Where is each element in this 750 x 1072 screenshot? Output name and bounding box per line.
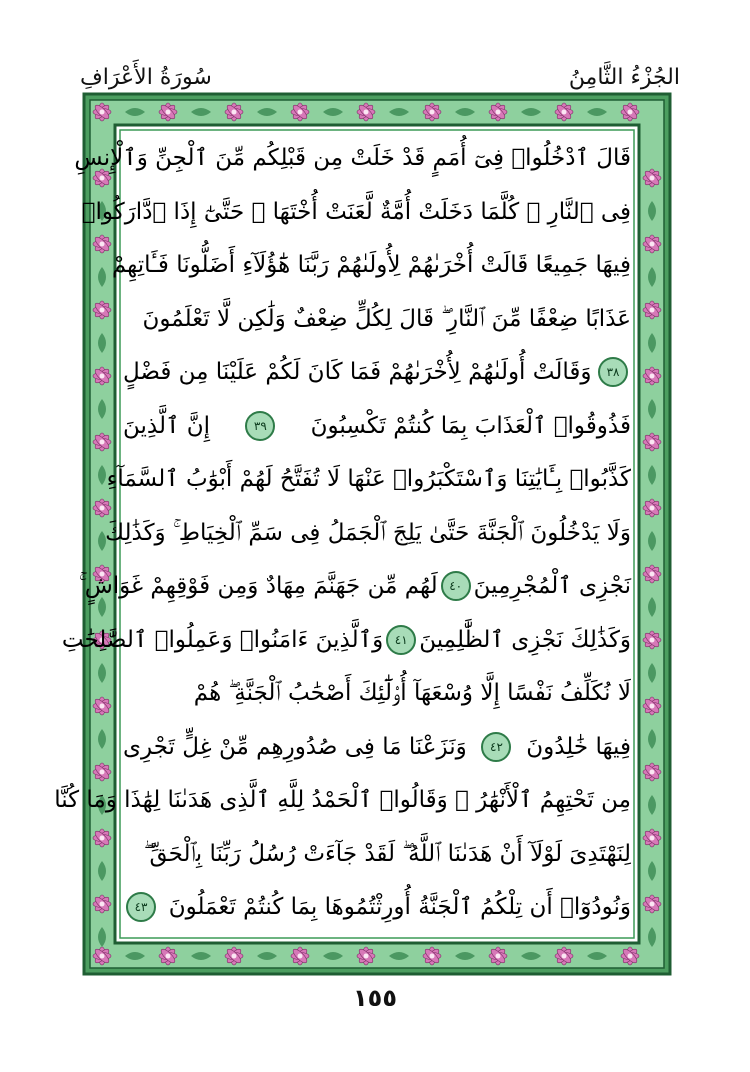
verse-text: وَنَزَعْنَا مَا فِى صُدُورِهِم مِّنْ غِلٍّ تَجْرِى [123, 733, 467, 760]
ayah-number-marker: ٤٠ [441, 571, 471, 601]
verse-text: فِيهَا جَمِيعًا قَالَتْ أُخْرَىٰهُمْ لِأُولَىٰهُمْ رَبَّنَا هَٰٓؤُلَآءِ أَضَلُّونَا فَـَٔاتِهِمْ [111, 252, 631, 278]
ayah-number-marker: ٤٣ [126, 892, 156, 922]
verse-text: وَقَالَتْ أُولَىٰهُمْ لِأُخْرَىٰهُمْ فَمَا كَانَ لَكُمْ عَلَيْنَا مِن فَضْلٍ [123, 359, 592, 385]
flower-ornament [489, 947, 507, 965]
text-line [106, 455, 631, 503]
verse-text: لَا نُكَلِّفُ نَفْسًا إِلَّا وُسْعَهَآ أُو۟لَٰٓئِكَ أَصْحَٰبُ ٱلْجَنَّةِ ۖ هُمْ [193, 680, 631, 706]
surah-name: سُورَةُ الأَعْرَافِ [80, 64, 212, 90]
flower-ornament [93, 433, 111, 451]
verse-text: وَكَذَٰلِكَ نَجْزِى ٱلظَّٰلِمِينَ [419, 626, 631, 653]
ayah-number-marker: ٤١ [386, 625, 416, 655]
flower-ornament [291, 103, 309, 121]
flower-ornament [643, 301, 661, 319]
flower-ornament [643, 631, 661, 649]
text-line [123, 402, 631, 450]
verse-text: لِنَهْتَدِىَ لَوْلَآ أَنْ هَدَىٰنَا ٱللَّهُ ۖ لَقَدْ جَآءَتْ رُسُلُ رَبِّنَا بِٱلْحَقِّ ۖ [143, 840, 631, 867]
flower-ornament [159, 103, 177, 121]
flower-ornament [643, 235, 661, 253]
flower-ornament [621, 947, 639, 965]
flower-ornament [621, 103, 639, 121]
flower-ornament [643, 433, 661, 451]
verse-text: عَذَابًا ضِعْفًا مِّنَ ٱلنَّارِ ۖ قَالَ لِكُلٍّ ضِعْفٌ وَلَٰكِن لَّا تَعْلَمُونَ [142, 305, 631, 332]
flower-ornament [643, 829, 661, 847]
quran-text [54, 134, 631, 934]
verse-text: إِنَّ ٱلَّذِينَ [123, 412, 211, 439]
flower-ornament [93, 947, 111, 965]
text-line [111, 241, 631, 289]
flower-ornament [489, 103, 507, 121]
verse-text: وَنُودُوٓا۟ أَن تِلْكُمُ ٱلْجَنَّةُ أُورِثْتُمُوهَا بِمَا كُنتُمْ تَعْمَلُونَ [168, 894, 631, 920]
verse-text: نَجْزِى ٱلْمُجْرِمِينَ [473, 573, 631, 599]
verse-text: فِيهَا خَٰلِدُونَ [526, 733, 631, 760]
flower-ornament [643, 697, 661, 715]
flower-ornament [291, 947, 309, 965]
flower-ornament [93, 103, 111, 121]
flower-ornament [159, 947, 177, 965]
text-line [123, 723, 631, 771]
flower-ornament [555, 103, 573, 121]
text-line [74, 134, 631, 182]
text-line [54, 776, 631, 824]
page-number: ١٥٥ [353, 984, 397, 1012]
flower-ornament [643, 565, 661, 583]
verse-text: وَٱلَّذِينَ ءَامَنُوا۟ وَعَمِلُوا۟ ٱلصَّٰلِحَٰتِ [61, 626, 384, 653]
text-line [81, 188, 631, 236]
text-line [123, 830, 631, 878]
ayah-number-marker: ٣٩ [245, 411, 275, 441]
flower-ornament [643, 499, 661, 517]
flower-ornament [93, 697, 111, 715]
ayah-number-marker: ٤٢ [481, 732, 511, 762]
verse-text: قَالَ ٱدْخُلُوا۟ فِىٓ أُمَمٍ قَدْ خَلَتْ مِن قَبْلِكُم مِّنَ ٱلْجِنِّ وَٱلْإِنسِ [74, 145, 631, 171]
flower-ornament [643, 169, 661, 187]
flower-ornament [93, 895, 111, 913]
verse-text: فَذُوقُوا۟ ٱلْعَذَابَ بِمَا كُنتُمْ تَكْسِبُونَ [310, 412, 631, 439]
text-line [78, 562, 631, 610]
text-line [105, 509, 631, 557]
verse-text: لَهُم مِّن جَهَنَّمَ مِهَادٌ وَمِن فَوْقِهِمْ غَوَاشٍ ۚ [78, 573, 438, 599]
flower-ornament [93, 367, 111, 385]
verse-text: فِى ٱلنَّارِ ۖ كُلَّمَا دَخَلَتْ أُمَّةٌ لَّعَنَتْ أُخْتَهَا ۖ حَتَّىٰٓ إِذَا ٱدَّارَكُوا۟ [81, 198, 631, 225]
text-line [123, 348, 631, 396]
flower-ornament [423, 103, 441, 121]
flower-ornament [357, 103, 375, 121]
flower-ornament [643, 895, 661, 913]
flower-ornament [643, 763, 661, 781]
text-line [61, 616, 631, 664]
flower-ornament [93, 169, 111, 187]
verse-text: كَذَّبُوا۟ بِـَٔايَٰتِنَا وَٱسْتَكْبَرُوا۟ عَنْهَا لَا تُفَتَّحُ لَهُمْ أَبْوَٰبُ ٱلسَّمَآءِ [106, 466, 631, 492]
text-line [123, 295, 631, 343]
flower-ornament [643, 367, 661, 385]
flower-ornament [93, 829, 111, 847]
flower-ornament [357, 947, 375, 965]
flower-ornament [93, 499, 111, 517]
flower-ornament [225, 947, 243, 965]
flower-ornament [555, 947, 573, 965]
text-line [123, 669, 631, 717]
text-line [123, 883, 631, 931]
verse-text: وَلَا يَدْخُلُونَ ٱلْجَنَّةَ حَتَّىٰ يَلِجَ ٱلْجَمَلُ فِى سَمِّ ٱلْخِيَاطِ ۚ وَكَذَٰلِكَ [105, 519, 631, 546]
flower-ornament [225, 103, 243, 121]
flower-ornament [93, 763, 111, 781]
flower-ornament [93, 301, 111, 319]
flower-ornament [423, 947, 441, 965]
juz-name: الجُزْءُ الثَّامِنُ [568, 64, 680, 90]
ayah-number-marker: ٣٨ [598, 357, 628, 387]
flower-ornament [93, 235, 111, 253]
verse-text: مِن تَحْتِهِمُ ٱلْأَنْهَٰرُ ۖ وَقَالُوا۟ ٱلْحَمْدُ لِلَّهِ ٱلَّذِى هَدَىٰنَا لِهَٰذَا وَمَا كُنَّا [54, 787, 631, 813]
page-header [80, 60, 680, 94]
